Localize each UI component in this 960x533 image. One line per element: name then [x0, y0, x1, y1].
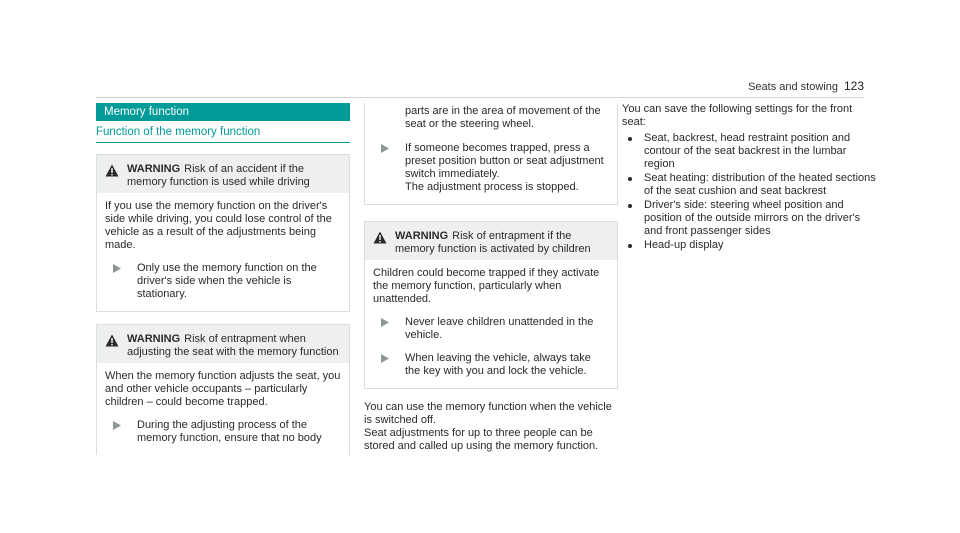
running-header — [748, 80, 864, 94]
warning-body — [365, 103, 617, 204]
paragraph: You can use the memory function when the vehicle is switched off. — [364, 401, 612, 426]
header-section: Seats and stowing — [748, 81, 838, 93]
step-item — [373, 316, 609, 342]
intro-paragraph: You can save the following settings for the front seat: — [622, 103, 853, 128]
step-item — [105, 419, 341, 445]
step-text: When leaving the vehicle, always take the key with you and lock the vehicle. — [405, 352, 591, 377]
warning-heading: Risk of entrapment when adjusting the seat with the memory function — [127, 333, 339, 358]
subsection-title: Function of the memory function — [96, 126, 350, 143]
warning-word: WARNING — [127, 333, 181, 345]
step-text: If someone becomes trapped, press a preset position button or seat adjustment switch immediately. — [405, 142, 604, 180]
step-item — [373, 352, 609, 378]
warning-head — [97, 325, 349, 363]
paragraph: Seat adjustments for up to three people can be stored and called up using the memory function. — [364, 427, 599, 452]
warning-body — [97, 193, 349, 311]
warning-body — [365, 260, 617, 388]
list-item: Head-up display — [622, 239, 876, 252]
warning-triangle-icon — [105, 333, 127, 351]
warning-box-entrapment-seat — [96, 324, 350, 455]
list-item: Seat heating: distribution of the heated sections of the seat cushion and seat backrest — [622, 172, 876, 198]
settings-list — [622, 132, 876, 252]
warning-triangle-icon — [105, 163, 127, 181]
header-rule — [96, 97, 864, 98]
arrow-right-icon — [113, 419, 127, 445]
bullet-dot — [628, 137, 632, 141]
section-title: Memory function — [96, 103, 350, 121]
column-3 — [622, 103, 876, 253]
warning-word: WARNING — [127, 163, 181, 175]
warning-box-continued — [364, 103, 618, 205]
warning-heading: Risk of entrapment if the memory function is activated by children — [395, 230, 591, 255]
arrow-right-icon — [381, 352, 395, 378]
warning-head — [97, 155, 349, 193]
bullet-dot — [628, 177, 632, 181]
warning-triangle-icon — [373, 230, 395, 248]
continued-text: parts are in the area of movement of the seat or the steering wheel. — [405, 105, 601, 130]
warning-word: WARNING — [395, 230, 449, 242]
warning-head — [365, 222, 617, 260]
warning-box-entrapment-children — [364, 221, 618, 389]
step-result: The adjustment process is stopped. — [405, 181, 579, 193]
bullet-dot — [628, 244, 632, 248]
arrow-right-icon — [381, 316, 395, 342]
column-1 — [96, 103, 350, 455]
bullet-dot — [628, 204, 632, 208]
arrow-right-icon — [113, 262, 127, 301]
list-item: Seat, backrest, head restraint position and contour of the seat backrest in the lumbar region — [622, 132, 876, 171]
warning-text: If you use the memory function on the driver's side while driving, you could lose control of the vehicle as a result of the adjustments being made. — [105, 200, 332, 251]
page-number: 123 — [843, 79, 864, 93]
warning-body — [97, 363, 349, 455]
column-2 — [364, 103, 618, 453]
step-text: Never leave children unattended in the vehicle. — [405, 316, 594, 341]
arrow-right-icon — [381, 142, 395, 194]
warning-text: When the memory function adjusts the seat, you and other vehicle occupants – particularly children – could become trapped. — [105, 370, 341, 408]
list-item: Driver's side: steering wheel position and position of the outside mirrors on the driver's and front passenger sides — [622, 199, 876, 238]
step-item — [373, 142, 609, 194]
warning-text: Children could become trapped if they activate the memory function, particularly when unattended. — [373, 267, 600, 305]
warning-box-accident — [96, 154, 350, 312]
step-text: Only use the memory function on the driver's side when the vehicle is stationary. — [137, 262, 317, 300]
warning-heading: Risk of an accident if the memory function is used while driving — [127, 163, 310, 188]
step-item — [105, 262, 341, 301]
step-text: During the adjusting process of the memory function, ensure that no body — [137, 419, 322, 444]
